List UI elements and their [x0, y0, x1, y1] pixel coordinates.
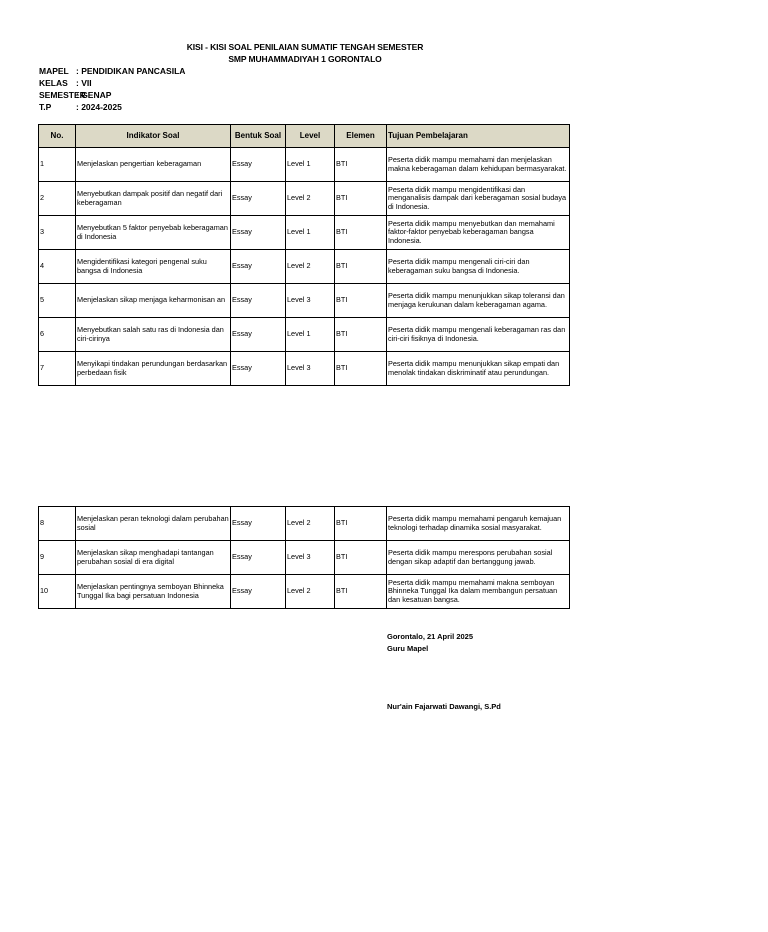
cell-indikator: Menjelaskan peran teknologi dalam perubahan sosial: [76, 507, 231, 541]
cell-elemen: BTI: [335, 284, 387, 318]
col-header-level: Level: [286, 125, 335, 148]
table-row: [39, 541, 570, 575]
cell-elemen: BTI: [335, 216, 387, 250]
table-header-row: [39, 125, 570, 148]
cell-elemen: BTI: [335, 575, 387, 609]
col-header-no: No.: [39, 125, 76, 148]
cell-no: 2: [39, 182, 76, 216]
cell-no: 3: [39, 216, 76, 250]
cell-tujuan: Peserta didik mampu menunjukkan sikap empati dan menolak tindakan diskriminatif atau perundungan.: [387, 352, 570, 386]
meta-value: : PENDIDIKAN PANCASILA: [76, 66, 186, 76]
meta-key: MAPEL: [39, 66, 69, 76]
cell-tujuan: Peserta didik mampu mengenali ciri-ciri dan keberagaman suku bangsa di Indonesia.: [387, 250, 570, 284]
meta-key: SEMESTER: [39, 90, 86, 100]
cell-bentuk: Essay: [231, 541, 286, 575]
kisi-table-continued: [38, 506, 570, 609]
cell-bentuk: Essay: [231, 148, 286, 182]
cell-indikator: Menjelaskan sikap menghadapi tantangan perubahan sosial di era digital: [76, 541, 231, 575]
cell-elemen: BTI: [335, 507, 387, 541]
kisi-table: [38, 124, 570, 386]
table-row: [39, 182, 570, 216]
cell-bentuk: Essay: [231, 318, 286, 352]
cell-bentuk: Essay: [231, 284, 286, 318]
cell-elemen: BTI: [335, 541, 387, 575]
cell-elemen: BTI: [335, 318, 387, 352]
cell-no: 9: [39, 541, 76, 575]
cell-bentuk: Essay: [231, 575, 286, 609]
document-title: KISI - KISI SOAL PENILAIAN SUMATIF TENGAH SEMESTER: [186, 42, 424, 52]
meta-value: : GENAP: [76, 90, 112, 100]
col-header-bentuk: Bentuk Soal: [231, 125, 286, 148]
cell-tujuan: Peserta didik mampu memahami dan menjelaskan makna keberagaman dalam kehidupan bermasyarakat.: [387, 148, 570, 182]
table-row: [39, 250, 570, 284]
cell-indikator: Menjelaskan sikap menjaga keharmonisan an: [76, 284, 231, 318]
cell-level: Level 2: [286, 575, 335, 609]
cell-level: Level 3: [286, 541, 335, 575]
meta-key: KELAS: [39, 78, 68, 88]
meta-key: T.P: [39, 102, 52, 112]
cell-tujuan: Peserta didik mampu menyebutkan dan memahami faktor-faktor penyebab keberagaman bangsa Indonesia.: [387, 216, 570, 250]
cell-bentuk: Essay: [231, 352, 286, 386]
cell-elemen: BTI: [335, 182, 387, 216]
cell-indikator: Menjelaskan pengertian keberagaman: [76, 148, 231, 182]
cell-indikator: Mengidentifikasi kategori pengenal suku bangsa di Indonesia: [76, 250, 231, 284]
cell-tujuan: Peserta didik mampu mengenali keberagaman ras dan ciri-ciri fisiknya di Indonesia.: [387, 318, 570, 352]
table-row: [39, 318, 570, 352]
cell-tujuan: Peserta didik mampu merespons perubahan sosial dengan sikap adaptif dan bertanggung jawab.: [387, 541, 570, 575]
cell-no: 10: [39, 575, 76, 609]
cell-no: 7: [39, 352, 76, 386]
cell-elemen: BTI: [335, 148, 387, 182]
cell-level: Level 2: [286, 507, 335, 541]
cell-indikator: Menyikapi tindakan perundungan berdasarkan perbedaan fisik: [76, 352, 231, 386]
cell-level: Level 3: [286, 284, 335, 318]
cell-indikator: Menjelaskan pentingnya semboyan Bhinneka Tunggal Ika bagi persatuan Indonesia: [76, 575, 231, 609]
cell-level: Level 2: [286, 182, 335, 216]
signature-place-date: Gorontalo, 21 April 2025: [387, 632, 473, 641]
cell-no: 6: [39, 318, 76, 352]
cell-tujuan: Peserta didik mampu memahami pengaruh kemajuan teknologi terhadap dinamika sosial masyarakat.: [387, 507, 570, 541]
cell-bentuk: Essay: [231, 507, 286, 541]
cell-no: 1: [39, 148, 76, 182]
table-row: [39, 507, 570, 541]
table-row: [39, 352, 570, 386]
cell-bentuk: Essay: [231, 182, 286, 216]
cell-elemen: BTI: [335, 250, 387, 284]
meta-semester: [39, 90, 111, 100]
cell-level: Level 1: [286, 148, 335, 182]
col-header-indikator: Indikator Soal: [76, 125, 231, 148]
cell-level: Level 3: [286, 352, 335, 386]
cell-level: Level 1: [286, 216, 335, 250]
cell-no: 5: [39, 284, 76, 318]
meta-value: : VII: [76, 78, 92, 88]
cell-tujuan: Peserta didik mampu memahami makna semboyan Bhinneka Tunggal Ika dalam membangun persatuan dan kesatuan bangsa.: [387, 575, 570, 609]
cell-level: Level 2: [286, 250, 335, 284]
col-header-elemen: Elemen: [335, 125, 387, 148]
meta-value: : 2024-2025: [76, 102, 122, 112]
school-name: SMP MUHAMMADIYAH 1 GORONTALO: [228, 54, 382, 64]
cell-elemen: BTI: [335, 352, 387, 386]
cell-indikator: Menyebutkan salah satu ras di Indonesia dan ciri-cirinya: [76, 318, 231, 352]
cell-tujuan: Peserta didik mampu menunjukkan sikap toleransi dan menjaga kerukunan dalam keberagaman agama.: [387, 284, 570, 318]
cell-no: 4: [39, 250, 76, 284]
cell-level: Level 1: [286, 318, 335, 352]
meta-mapel: [39, 66, 185, 76]
cell-bentuk: Essay: [231, 250, 286, 284]
signature-name: Nur'ain Fajarwati Dawangi, S.Pd: [387, 702, 501, 711]
meta-kelas: [39, 78, 92, 88]
signature-role: Guru Mapel: [387, 644, 429, 653]
meta-tp: [39, 102, 122, 112]
table-row: [39, 148, 570, 182]
table-row: [39, 216, 570, 250]
cell-no: 8: [39, 507, 76, 541]
col-header-tujuan: Tujuan Pembelajaran: [387, 125, 570, 148]
cell-tujuan: Peserta didik mampu mengidentifikasi dan menganalisis dampak dari keberagaman sosial budaya di Indonesia.: [387, 182, 570, 216]
table-row: [39, 575, 570, 609]
cell-indikator: Menyebutkan dampak positif dan negatif dari keberagaman: [76, 182, 231, 216]
cell-indikator: Menyebutkan 5 faktor penyebab keberagaman di Indonesia: [76, 216, 231, 250]
table-row: [39, 284, 570, 318]
cell-bentuk: Essay: [231, 216, 286, 250]
